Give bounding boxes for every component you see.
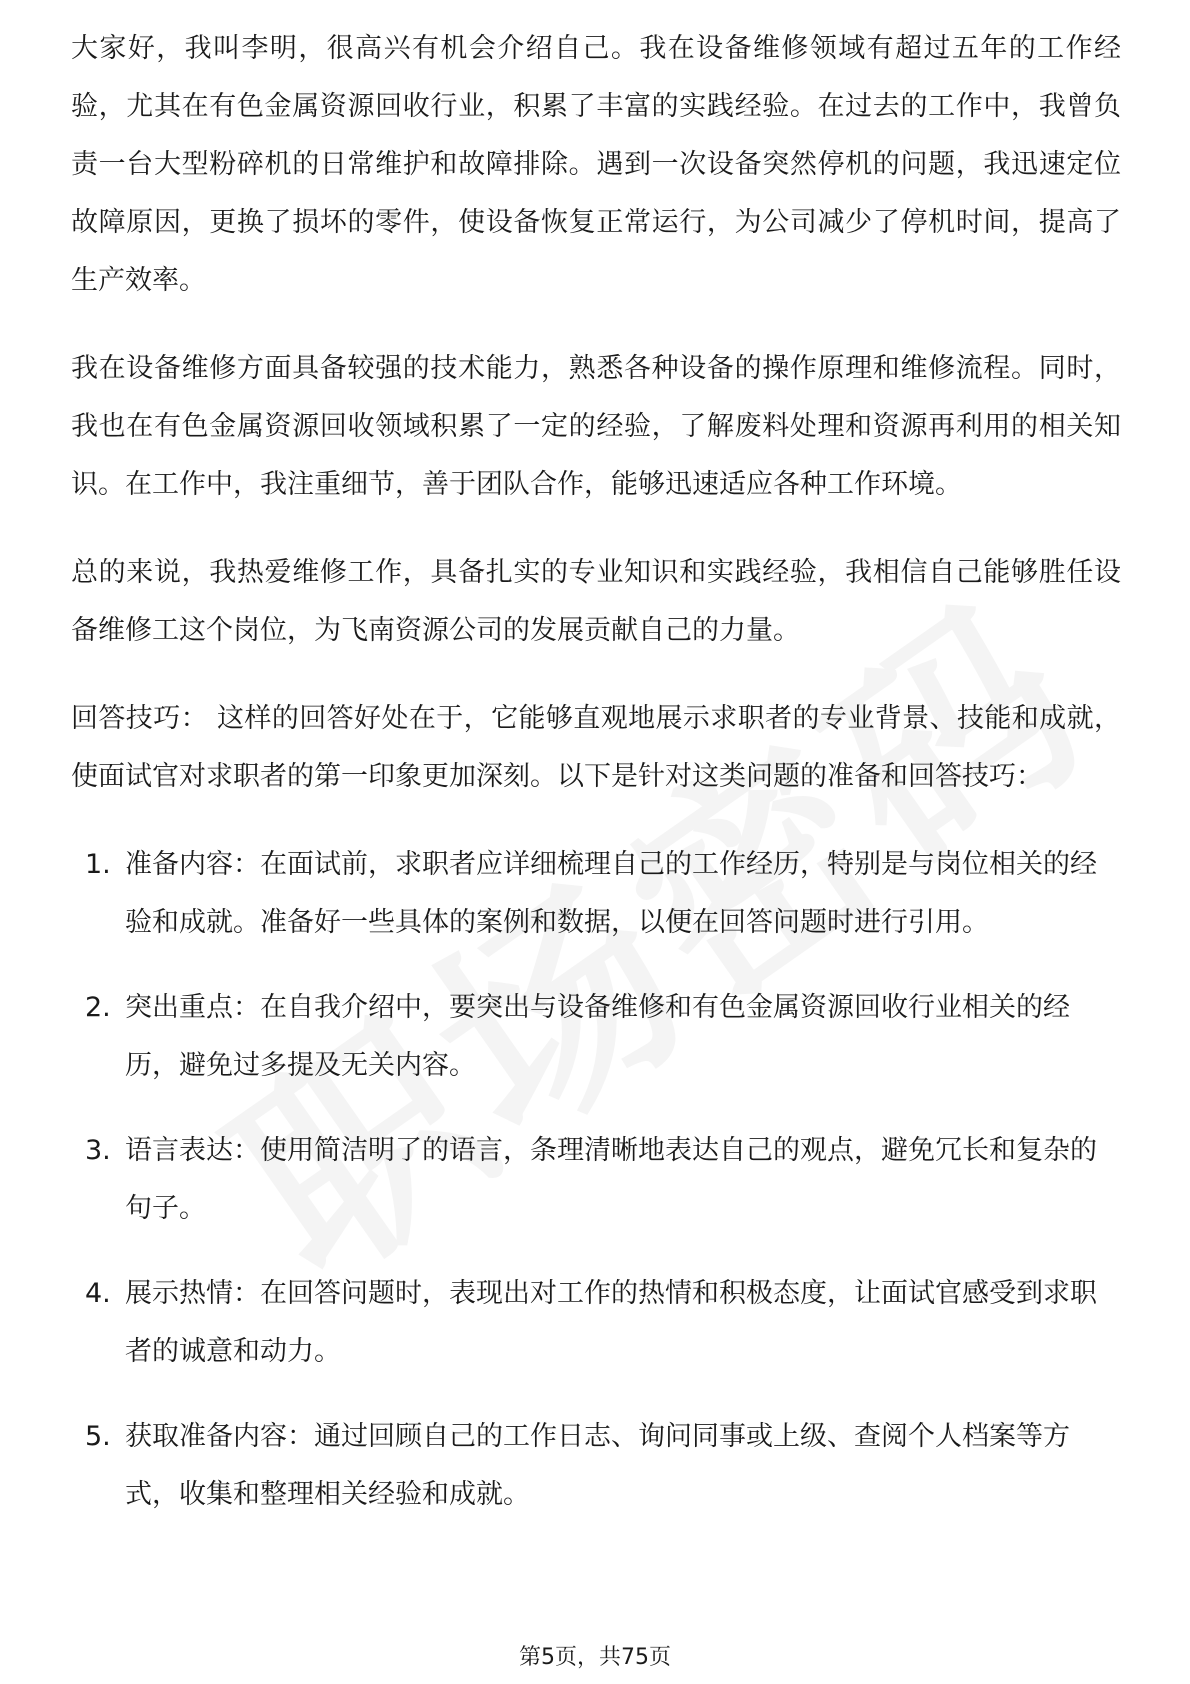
page-content (71, 20, 1121, 1551)
list-item-number: 1. (85, 849, 111, 880)
list-item-number: 2. (85, 992, 111, 1023)
list-item (71, 979, 1121, 1095)
paragraph-tips: 回答技巧： 这样的回答好处在于，它能够直观地展示求职者的专业背景、技能和成就，使面试官对求职者的第一印象更加深刻。以下是针对这类问题的准备和回答技巧： (71, 703, 1121, 792)
paragraph-intro: 大家好，我叫李明，很高兴有机会介绍自己。我在设备维修领域有超过五年的工作经验，尤其在有色金属资源回收行业，积累了丰富的实践经验。在过去的工作中，我曾负责一台大型粉碎机的日常维护和故障排除。遇到一次设备突然停机的问题，我迅速定位故障原因，更换了损坏的零件，使设备恢复正常运行，为公司减少了停机时间，提高了生产效率。 (71, 33, 1121, 296)
list-item-text: 准备内容：在面试前，求职者应详细梳理自己的工作经历，特别是与岗位相关的经验和成就。准备好一些具体的案例和数据，以便在回答问题时进行引用。 (125, 849, 1097, 938)
page-footer: 第5页，共75页 (519, 1645, 671, 1670)
list-item-text: 语言表达：使用简洁明了的语言，条理清晰地表达自己的观点，避免冗长和复杂的句子。 (125, 1135, 1097, 1224)
tips-list (71, 836, 1121, 1524)
list-item (71, 1122, 1121, 1238)
paragraph-summary: 总的来说，我热爱维修工作，具备扎实的专业知识和实践经验，我相信自己能够胜任设备维修工这个岗位，为飞南资源公司的发展贡献自己的力量。 (71, 557, 1121, 646)
list-item-number: 5. (85, 1421, 111, 1452)
list-item-text: 突出重点：在自我介绍中，要突出与设备维修和有色金属资源回收行业相关的经历，避免过多提及无关内容。 (125, 992, 1070, 1081)
list-item-text: 获取准备内容：通过回顾自己的工作日志、询问同事或上级、查阅个人档案等方式，收集和整理相关经验和成就。 (125, 1421, 1070, 1510)
list-item-number: 4. (85, 1278, 111, 1309)
list-item-text: 展示热情：在回答问题时，表现出对工作的热情和积极态度，让面试官感受到求职者的诚意和动力。 (125, 1278, 1097, 1367)
list-item (71, 1408, 1121, 1524)
list-item (71, 1265, 1121, 1381)
list-item-number: 3. (85, 1135, 111, 1166)
list-item (71, 836, 1121, 952)
paragraph-skills: 我在设备维修方面具备较强的技术能力，熟悉各种设备的操作原理和维修流程。同时，我也在有色金属资源回收领域积累了一定的经验，了解废料处理和资源再利用的相关知识。在工作中，我注重细节，善于团队合作，能够迅速适应各种工作环境。 (71, 353, 1121, 500)
